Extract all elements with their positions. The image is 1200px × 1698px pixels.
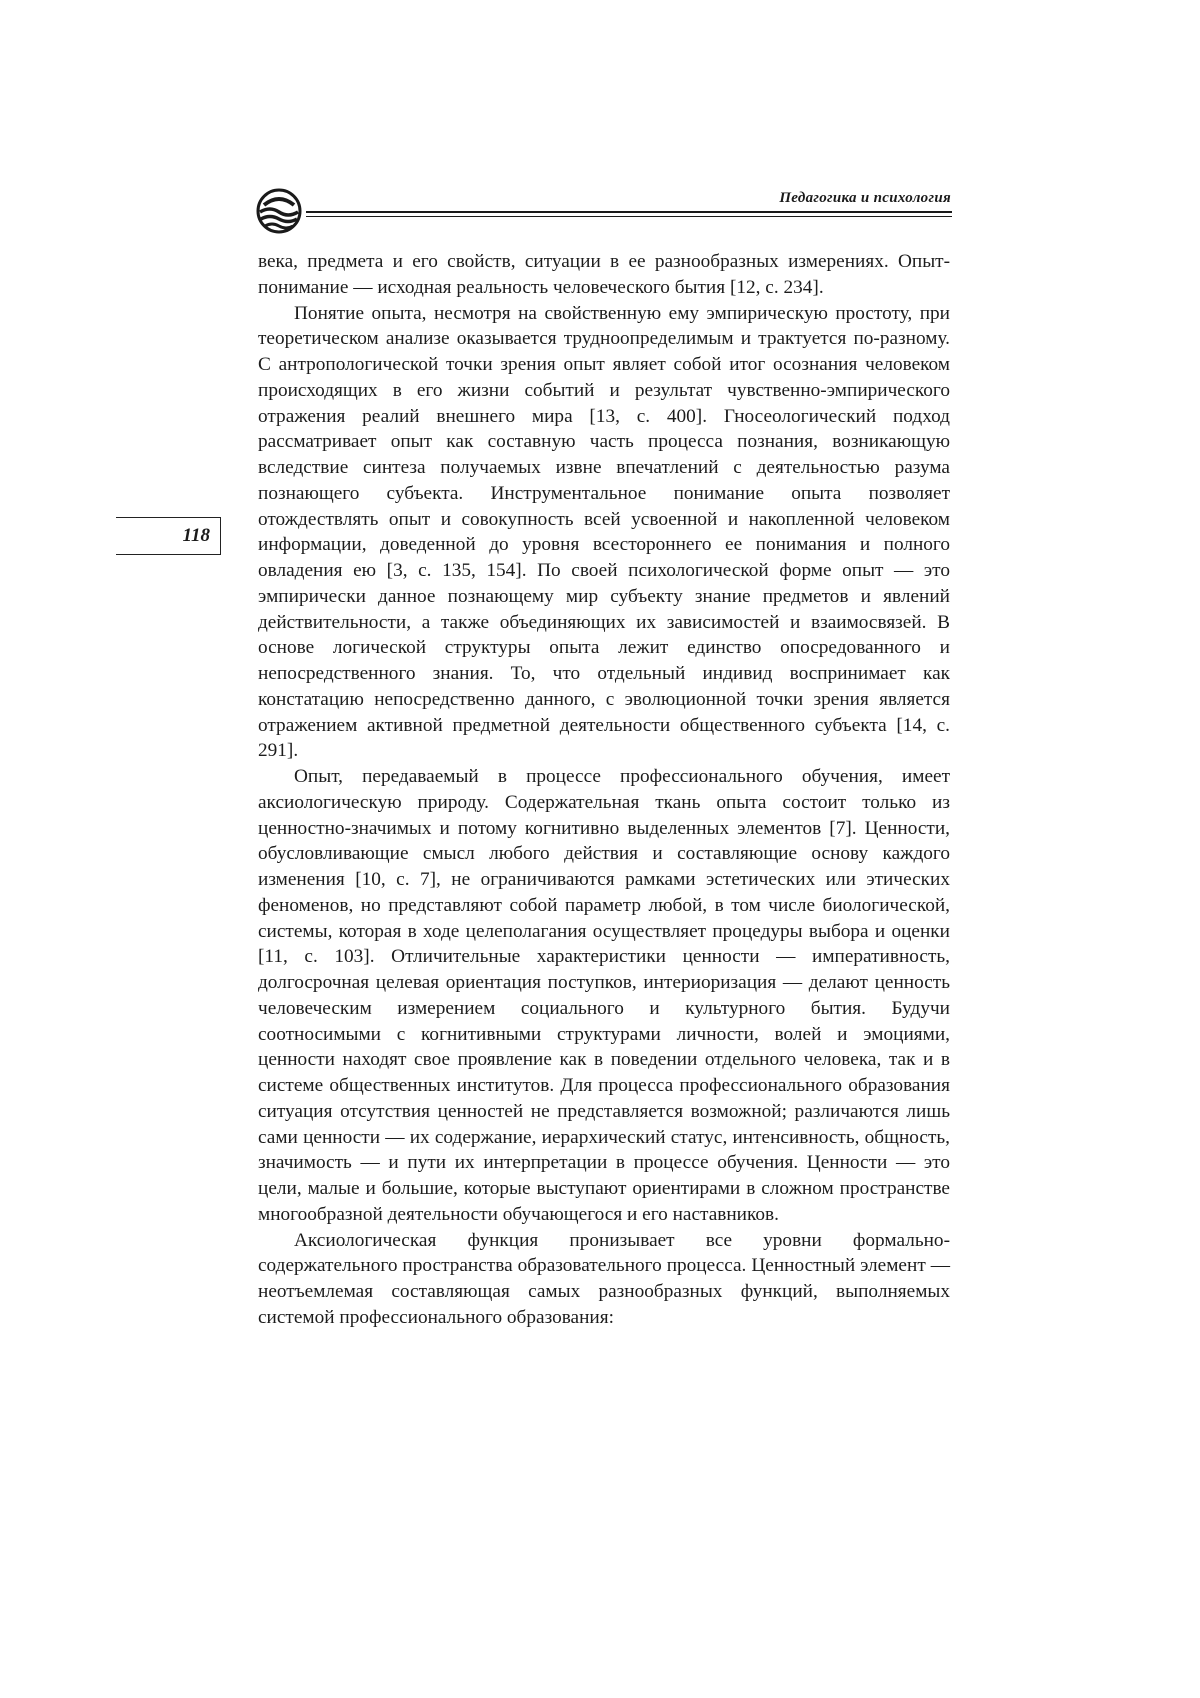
paragraph: Опыт, передаваемый в процессе профессионального обучения, имеет аксиологическую природу. Содержательная ткань опыта состоит только из ценностно-значимых и потому когнитивно выделенных элементов [7]. Ценности, обусловливающие смысл любого действия и составляющие основу каждого изменения [10, с. 7], не ограничиваются рамками эстетических или этических феноменов, но представляют собой параметр любой, в том числе биологической, системы, которая в ходе целеполагания осуществляет процедуры выбора и оценки [11, с. 103]. Отличительные характеристики ценности — императивность, долгосрочная целевая ориентация поступков, интериоризация — делают ценность человеческим измерением социального и культурного бытия. Будучи соотносимыми с когнитивными структурами личности, волей и эмоциями, ценности находят свое проявление как в поведении отдельного человека, так и в системе общественных институтов. Для процесса профессионального образования ситуация отсутствия ценностей не представляется возможной; различаются лишь сами ценности — их содержание, иерархический статус, интенсивность, общность, значимость — и пути их интерпретации в процессе обучения. Ценности — это цели, малые и большие, которые выступают ориентирами в сложном пространстве многообразной деятельности обучающегося и его наставников. bbox=[258, 766, 950, 1225]
header-rule-thin bbox=[306, 216, 952, 217]
paragraph: Аксиологическая функция пронизывает все уровни формально-содержательного пространства образовательного процесса. Ценностный элемент — неотъемлемая составляющая самых разнообразных функций, выполняемых системой профессионального образования: bbox=[258, 1229, 950, 1328]
running-head: Педагогика и психология bbox=[779, 190, 951, 206]
header-rule-thick bbox=[306, 211, 952, 213]
body-text bbox=[258, 249, 950, 1331]
page-number-box bbox=[116, 517, 221, 555]
journal-logo-icon bbox=[256, 188, 302, 234]
paragraph: Понятие опыта, несмотря на свойственную ему эмпирическую простоту, при теоретическом анализе оказывается трудноопределимым и трактуется по-разному. С антропологической точки зрения опыт являет собой итог осознания человеком происходящих в его жизни событий и результат чувственно-эмпирического отражения реалий внешнего мира [13, с. 400]. Гносеологический подход рассматривает опыт как составную часть процесса познания, возникающую вследствие синтеза получаемых извне впечатлений с деятельностью разума познающего субъекта. Инструментальное понимание опыта позволяет отождествлять опыт и совокупность всей усвоенной и накопленной человеком информации, доведенной до уровня всестороннего ее понимания и полного овладения ею [3, с. 135, 154]. По своей психологической форме опыт — это эмпирически данное познающему мир субъекту знание предметов и явлений действительности, а также объединяющих их зависимостей и взаимосвязей. В основе логической структуры опыта лежит единство опосредованного и непосредственного знания. То, что отдельный индивид воспринимает как констатацию непосредственно данного, с эволюционной точки зрения является отражением активной предметной деятельности общественного субъекта [14, с. 291]. bbox=[258, 302, 950, 762]
page-number: 118 bbox=[182, 525, 210, 546]
paragraph: века, предмета и его свойств, ситуации в ее разнообразных измерениях. Опыт-понимание — исходная реальность человеческого бытия [12, с. 234]. bbox=[258, 251, 950, 298]
